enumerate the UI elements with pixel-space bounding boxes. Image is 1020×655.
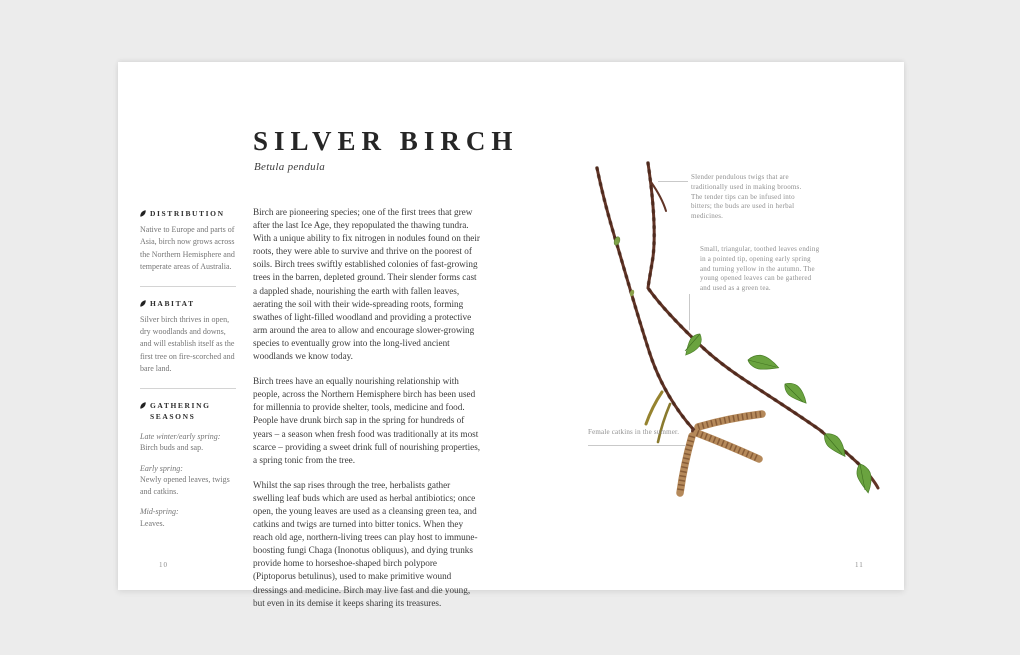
page-title: SILVER BIRCH	[253, 126, 519, 156]
sidebar-divider	[140, 388, 236, 389]
annotation-catkins: Female catkins in the summer.	[588, 428, 680, 436]
season-name: Late winter/early spring:	[140, 431, 221, 441]
distribution-text: Native to Europe and parts of Asia, birch now grows across the Northern Hemisphere and temperate areas of Australia.	[140, 225, 235, 272]
distribution-heading	[140, 208, 236, 220]
season-entry	[140, 431, 236, 454]
season-items: Newly opened leaves, twigs and catkins.	[140, 475, 230, 496]
habitat-text: Silver birch thrives in open, dry woodlands and downs, and will establish itself as the first tree on fire-scorched and bare land.	[140, 314, 235, 374]
sidebar	[140, 208, 236, 529]
annotation-leader-line	[689, 294, 690, 330]
season-entry	[140, 506, 236, 529]
season-name: Early spring:	[140, 463, 183, 473]
sidebar-divider	[140, 286, 236, 287]
annotation-twigs: Slender pendulous twigs that are traditionally used in making brooms. The tender tips can be infused into bitters; the buds are used in herbal medicines.	[691, 173, 802, 221]
body-text-column	[253, 206, 482, 622]
latin-name: Betula pendula	[254, 161, 326, 173]
gathering-seasons-heading-label: GATHERING SEASONS	[150, 400, 211, 421]
sidebar-section-distribution	[140, 208, 236, 274]
right-page	[510, 62, 904, 590]
right-page-number: 11	[855, 561, 864, 569]
leaf-bullet-icon	[140, 401, 146, 412]
annotation-leader-line	[658, 181, 688, 182]
distribution-heading-label: DISTRIBUTION	[150, 209, 225, 218]
season-entry	[140, 463, 236, 498]
habitat-heading	[140, 298, 236, 310]
sidebar-section-habitat	[140, 298, 236, 376]
botanical-illustration	[510, 62, 904, 590]
season-items: Leaves.	[140, 518, 165, 528]
body-paragraph: Birch are pioneering species; one of the first trees that grew after the last Ice Age, they repopulated the thawing tundra. With a unique ability to fix nitrogen in nodules found on their roots, they were able to survive and thrive on the poorest of soils. Birch trees swiftly established colonies of fast-growing trees in the barren, depleted ground. Their slender forms cast a dappled shade, nourishing the earth with fallen leaves, aerating the soil with their wide-spreading roots, forming swathes of light-filled woodland and providing a protective arm around the area to allow and encourage slower-growing species to eventually grow into the long-lived ancient woodlands we know today.	[253, 207, 480, 362]
habitat-heading-label: HABITAT	[150, 298, 195, 308]
leaf-bullet-icon	[140, 209, 146, 220]
twig-left	[597, 168, 693, 442]
body-paragraph: Birch trees have an equally nourishing relationship with people, across the Northern Hemisphere birch has been used for millennia to provide shelter, tools, medicine and food. People have drunk birch sap in the spring for hundreds of years – a season when fresh food was traditionally at its most scarce – providing a sweet drink full of nourishing properties, a spring tonic from the tree.	[253, 376, 481, 465]
female-catkins	[680, 414, 762, 493]
annotation-leaves: Small, triangular, toothed leaves ending in a pointed tip, opening early spring and turning yellow in the autumn. The young opened leaves can be gathered and used as a green tea.	[700, 245, 820, 293]
gathering-seasons-heading	[140, 400, 236, 422]
season-items: Birch buds and sap.	[140, 443, 204, 453]
open-book-spread	[118, 62, 904, 608]
leaf-bullet-icon	[140, 299, 146, 310]
annotation-leader-line	[588, 445, 686, 446]
sidebar-section-gathering-seasons	[140, 400, 236, 530]
left-page-number: 10	[159, 561, 168, 569]
body-paragraph: Whilst the sap rises through the tree, herbalists gather swelling leaf buds which are used as herbal antibiotics; once open, the young leaves are used as a cleansing green tea, and catkins and twigs are turned into bitter tonics. When they reach old age, northern-living trees can play host to immune-boosting fungi Chaga (Inonotus obliquus), and dying trunks provide home to horseshoe-shaped birch polypore (Piptoporus betulinus), used to make primitive wound dressings and medicine. Birch may live fast and die young, but even in its demise it keeps sharing its treasures.	[253, 479, 478, 608]
season-name: Mid-spring:	[140, 507, 179, 517]
